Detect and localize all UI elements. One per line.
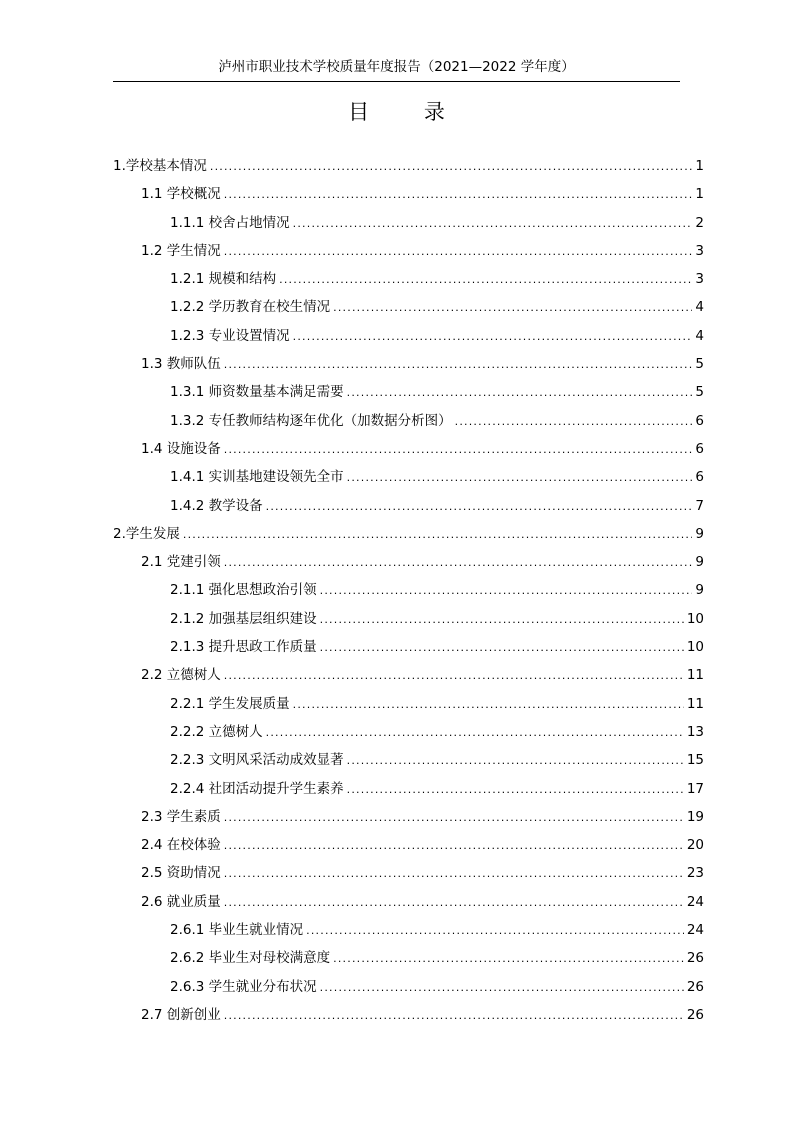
toc-entry[interactable] <box>113 548 704 576</box>
toc-dot-leader <box>224 804 684 832</box>
toc-dot-leader <box>224 889 684 917</box>
toc-entry-label: 1.2.1 规模和结构 <box>170 271 277 288</box>
toc-entry-page-number: 3 <box>695 242 704 259</box>
toc-entry-page-number: 20 <box>686 837 704 854</box>
toc-entry-page-number: 5 <box>695 356 704 373</box>
toc-entry-label: 2.学生发展 <box>113 525 180 542</box>
toc-dot-leader <box>224 860 684 888</box>
toc-entry-page-number: 1 <box>695 158 704 174</box>
toc-entry-page-number: 11 <box>686 667 704 684</box>
toc-entry-page-number: 5 <box>695 384 704 401</box>
toc-dot-leader <box>266 493 693 521</box>
toc-entry-page-number: 4 <box>695 327 704 344</box>
toc-entry-label: 1.1.1 校舍占地情况 <box>170 214 290 231</box>
toc-dot-leader <box>320 606 684 634</box>
toc-entry-page-number: 6 <box>695 469 704 486</box>
toc-entry[interactable] <box>113 803 704 831</box>
header-divider <box>113 81 680 82</box>
toc-entry-page-number: 9 <box>695 525 704 542</box>
toc-entry[interactable] <box>113 520 704 548</box>
toc-entry-label: 2.1.2 加强基层组织建设 <box>170 610 317 627</box>
toc-entry-page-number: 24 <box>686 893 704 910</box>
toc-dot-leader <box>224 181 693 209</box>
toc-entry[interactable] <box>113 916 704 944</box>
toc-entry[interactable] <box>113 746 704 774</box>
toc-dot-leader <box>224 549 693 577</box>
toc-entry-page-number: 17 <box>686 780 704 797</box>
toc-dot-leader <box>266 719 684 747</box>
toc-dot-leader <box>293 210 693 238</box>
toc-entry[interactable] <box>113 152 704 180</box>
toc-dot-leader <box>224 1002 684 1030</box>
toc-entry[interactable] <box>113 859 704 887</box>
page-header: 泸州市职业技术学校质量年度报告（2021—2022 学年度） <box>218 59 575 75</box>
toc-entry[interactable] <box>113 293 704 321</box>
toc-entry-label: 2.2.2 立德树人 <box>170 723 263 740</box>
toc-entry-label: 2.6.3 学生就业分布状况 <box>170 978 317 995</box>
table-of-contents <box>113 152 704 1029</box>
toc-entry-label: 1.3.1 师资数量基本满足需要 <box>170 384 344 401</box>
toc-entry-page-number: 26 <box>686 1006 704 1023</box>
toc-dot-leader <box>347 379 693 407</box>
toc-entry-label: 2.6.1 毕业生就业情况 <box>170 922 304 939</box>
toc-dot-leader <box>320 634 684 662</box>
toc-entry-page-number: 3 <box>695 271 704 288</box>
toc-entry-page-number: 1 <box>695 186 704 203</box>
toc-dot-leader <box>183 521 693 549</box>
toc-entry-label: 1.2 学生情况 <box>141 242 221 259</box>
toc-dot-leader <box>210 153 693 181</box>
toc-entry-label: 2.2 立德树人 <box>141 667 221 684</box>
toc-entry-label: 2.1.1 强化思想政治引领 <box>170 582 317 599</box>
toc-entry-label: 2.4 在校体验 <box>141 837 221 854</box>
toc-dot-leader <box>306 917 684 945</box>
toc-entry[interactable] <box>113 888 704 916</box>
toc-entry-page-number: 26 <box>686 978 704 995</box>
toc-entry[interactable] <box>113 407 704 435</box>
toc-dot-leader <box>333 945 684 973</box>
toc-entry[interactable] <box>113 973 704 1001</box>
toc-entry-label: 2.2.4 社团活动提升学生素养 <box>170 780 344 797</box>
toc-entry[interactable] <box>113 265 704 293</box>
toc-entry-label: 2.2.3 文明风采活动成效显著 <box>170 752 344 769</box>
toc-dot-leader <box>224 351 693 379</box>
toc-entry[interactable] <box>113 463 704 491</box>
toc-entry-label: 2.2.1 学生发展质量 <box>170 695 290 712</box>
toc-entry-label: 1.1 学校概况 <box>141 186 221 203</box>
toc-entry-page-number: 6 <box>695 440 704 457</box>
toc-entry-page-number: 24 <box>686 922 704 939</box>
toc-entry-page-number: 11 <box>686 695 704 712</box>
toc-entry-page-number: 13 <box>686 723 704 740</box>
toc-dot-leader <box>455 408 693 436</box>
toc-entry[interactable] <box>113 209 704 237</box>
toc-dot-leader <box>347 776 684 804</box>
toc-entry-label: 1.3.2 专任教师结构逐年优化（加数据分析图） <box>170 412 452 429</box>
toc-entry[interactable] <box>113 1001 704 1029</box>
toc-entry-page-number: 10 <box>686 639 704 656</box>
toc-entry[interactable] <box>113 944 704 972</box>
toc-entry-label: 1.2.3 专业设置情况 <box>170 327 290 344</box>
toc-dot-leader <box>293 323 693 351</box>
toc-entry-page-number: 26 <box>686 950 704 967</box>
toc-entry-page-number: 7 <box>695 497 704 514</box>
toc-entry-label: 1.4.1 实训基地建设领先全市 <box>170 469 344 486</box>
toc-entry-page-number: 6 <box>695 412 704 429</box>
toc-entry[interactable] <box>113 322 704 350</box>
toc-dot-leader <box>224 832 684 860</box>
toc-entry-label: 2.6.2 毕业生对母校满意度 <box>170 950 331 967</box>
toc-entry-label: 2.6 就业质量 <box>141 893 221 910</box>
toc-entry[interactable] <box>113 633 704 661</box>
toc-entry-label: 2.1.3 提升思政工作质量 <box>170 639 317 656</box>
toc-dot-leader <box>279 266 692 294</box>
toc-dot-leader <box>320 577 693 605</box>
toc-entry[interactable] <box>113 661 704 689</box>
toc-dot-leader <box>347 464 693 492</box>
toc-entry[interactable] <box>113 718 704 746</box>
toc-entry-label: 2.5 资助情况 <box>141 865 221 882</box>
toc-dot-leader <box>320 974 684 1002</box>
toc-dot-leader <box>224 238 693 266</box>
toc-entry-label: 1.4.2 教学设备 <box>170 497 263 514</box>
toc-entry-page-number: 2 <box>695 214 704 231</box>
toc-entry[interactable] <box>113 180 704 208</box>
toc-dot-leader <box>224 662 684 690</box>
toc-entry-label: 1.3 教师队伍 <box>141 356 221 373</box>
toc-entry[interactable] <box>113 237 704 265</box>
toc-entry[interactable] <box>113 435 704 463</box>
toc-entry-label: 1.4 设施设备 <box>141 440 221 457</box>
toc-entry[interactable] <box>113 492 704 520</box>
toc-entry-label: 1.学校基本情况 <box>113 158 207 174</box>
toc-entry[interactable] <box>113 576 704 604</box>
toc-dot-leader <box>347 747 684 775</box>
toc-entry[interactable] <box>113 775 704 803</box>
toc-dot-leader <box>293 691 684 719</box>
toc-entry-label: 1.2.2 学历教育在校生情况 <box>170 299 331 316</box>
toc-entry[interactable] <box>113 690 704 718</box>
toc-entry-label: 2.7 创新创业 <box>141 1006 221 1023</box>
toc-entry-page-number: 23 <box>686 865 704 882</box>
toc-entry[interactable] <box>113 378 704 406</box>
toc-entry-page-number: 9 <box>695 582 704 599</box>
toc-entry[interactable] <box>113 831 704 859</box>
toc-dot-leader <box>224 436 693 464</box>
toc-dot-leader <box>333 294 692 322</box>
toc-entry-page-number: 10 <box>686 610 704 627</box>
toc-entry-label: 2.3 学生素质 <box>141 808 221 825</box>
toc-entry-page-number: 15 <box>686 752 704 769</box>
toc-entry-page-number: 9 <box>695 554 704 571</box>
toc-entry-page-number: 4 <box>695 299 704 316</box>
toc-entry[interactable] <box>113 605 704 633</box>
toc-entry[interactable] <box>113 350 704 378</box>
toc-title: 目 录 <box>348 100 469 124</box>
toc-entry-label: 2.1 党建引领 <box>141 554 221 571</box>
toc-entry-page-number: 19 <box>686 808 704 825</box>
